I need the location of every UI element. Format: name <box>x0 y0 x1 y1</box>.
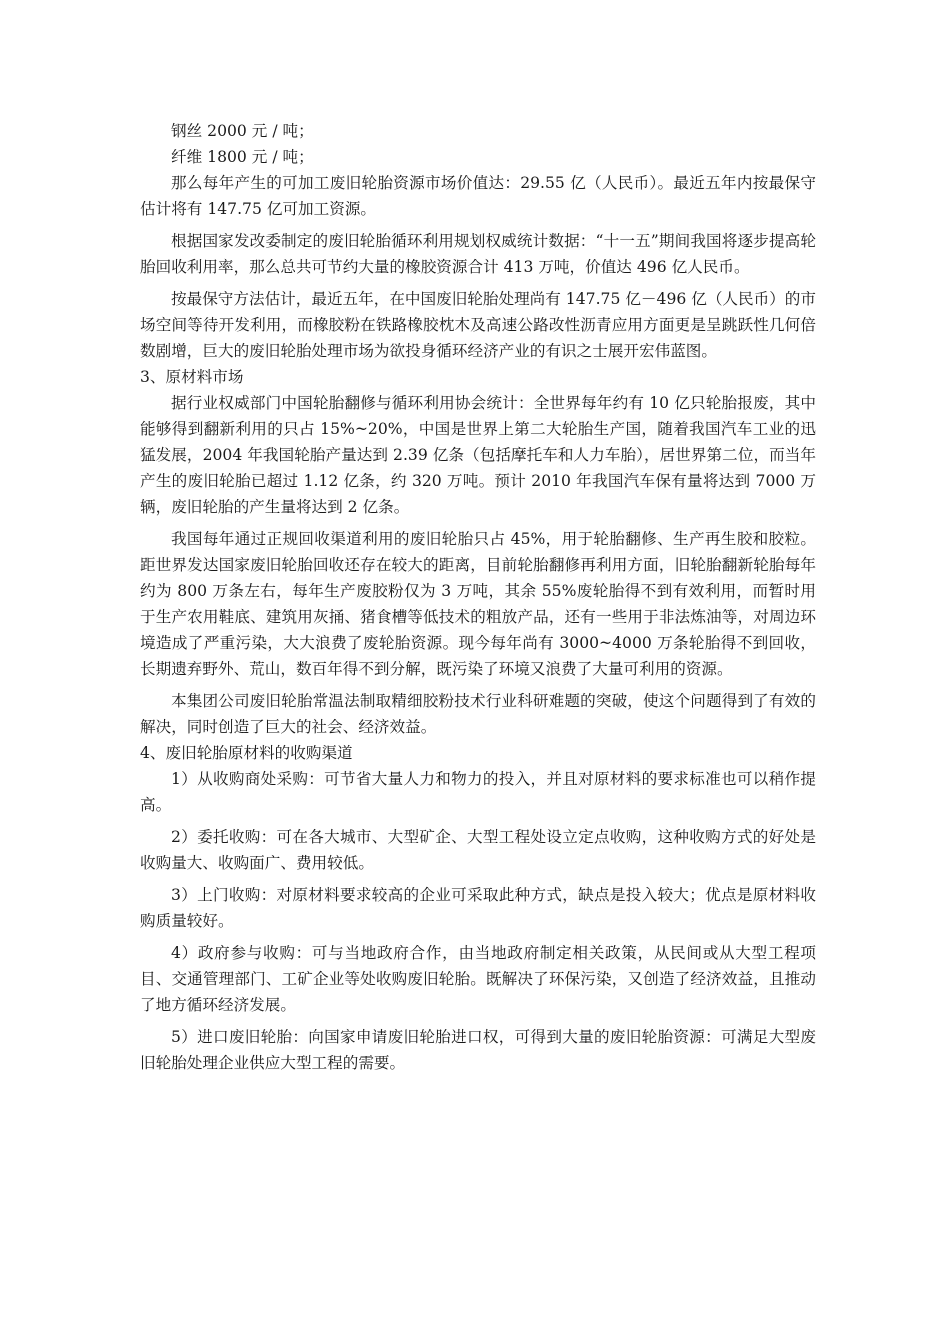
ndrc-statistics-paragraph: 根据国家发改委制定的废旧轮胎循环利用规划权威统计数据：“十一五”期间我国将逐步提高轮胎回收利用率，那么总共可节约大量的橡胶资源合计 413 万吨，价值达 496 亿人民币。 <box>140 232 816 276</box>
channel-item-4: 4）政府参与收购：可与当地政府合作，由当地政府制定相关政策，从民间或从大型工程项目、交通管理部门、工矿企业等处收购废旧轮胎。既解决了环保污染，又创造了经济效益，且推动了地方循环经济发展。 <box>140 944 816 1014</box>
market-value-paragraph: 那么每年产生的可加工废旧轮胎资源市场价值达：29.55 亿（人民币）。最近五年内按最保守估计将有 147.75 亿可加工资源。 <box>140 174 816 218</box>
steel-wire-price: 钢丝 2000 元 / 吨； <box>171 122 314 140</box>
channel-item-1: 1）从收购商处采购：可节省大量人力和物力的投入，并且对原材料的要求标准也可以稍作提高。 <box>140 770 816 814</box>
company-breakthrough-paragraph: 本集团公司废旧轮胎常温法制取精细胶粉技术行业科研难题的突破，使这个问题得到了有效的解决，同时创造了巨大的社会、经济效益。 <box>140 692 816 736</box>
document-page <box>140 118 816 1076</box>
channel-item-2: 2）委托收购：可在各大城市、大型矿企、大型工程处设立定点收购，这种收购方式的好处是收购量大、收购面广、费用较低。 <box>140 828 816 872</box>
channel-item-3: 3）上门收购：对原材料要求较高的企业可采取此种方式，缺点是投入较大；优点是原材料收购质量较好。 <box>140 886 816 930</box>
industry-statistics-paragraph: 据行业权威部门中国轮胎翻修与循环利用协会统计：全世界每年约有 10 亿只轮胎报废，其中能够得到翻新利用的只占 15%~20%，中国是世界上第二大轮胎生产国，随着我国汽车工业的迅猛发展，2004 年我国轮胎产量达到 2.39 亿条（包括摩托车和人力车胎），居世界第二位，而当年产生的废旧轮胎已超过 1.12 亿条，约 320 万吨。预计 2010 年我国汽车保有量将达到 7000 万辆，废旧轮胎的产生量将达到 2 亿条。 <box>140 394 816 516</box>
market-space-paragraph: 按最保守方法估计，最近五年，在中国废旧轮胎处理尚有 147.75 亿－496 亿（人民币）的市场空间等待开发利用，而橡胶粉在铁路橡胶枕木及高速公路改性沥青应用方面更是呈跳跃性几何倍数剧增，巨大的废旧轮胎处理市场为欲投身循环经济产业的有识之士展开宏伟蓝图。 <box>140 290 816 360</box>
section-heading-raw-material-market: 3、原材料市场 <box>140 368 244 386</box>
fiber-price: 纤维 1800 元 / 吨； <box>171 148 314 166</box>
channel-item-5: 5）进口废旧轮胎：向国家申请废旧轮胎进口权，可得到大量的废旧轮胎资源：可满足大型废旧轮胎处理企业供应大型工程的需要。 <box>140 1028 816 1072</box>
recycling-status-paragraph: 我国每年通过正规回收渠道利用的废旧轮胎只占 45%，用于轮胎翻修、生产再生胶和胶粒。距世界发达国家废旧轮胎回收还存在较大的距离，目前轮胎翻修再利用方面，旧轮胎翻新轮胎每年约为 800 万条左右，每年生产废胶粉仅为 3 万吨，其余 55%废轮胎得不到有效利用，而暂时用于生产农用鞋底、建筑用灰捅、猪食槽等低技术的粗放产品，还有一些用于非法炼油等，对周边环境造成了严重污染，大大浪费了废轮胎资源。现今每年尚有 3000~4000 万条轮胎得不到回收，长期遗弃野外、荒山，数百年得不到分解，既污染了环境又浪费了大量可利用的资源。 <box>140 530 816 678</box>
section-heading-purchase-channels: 4、废旧轮胎原材料的收购渠道 <box>140 744 353 762</box>
